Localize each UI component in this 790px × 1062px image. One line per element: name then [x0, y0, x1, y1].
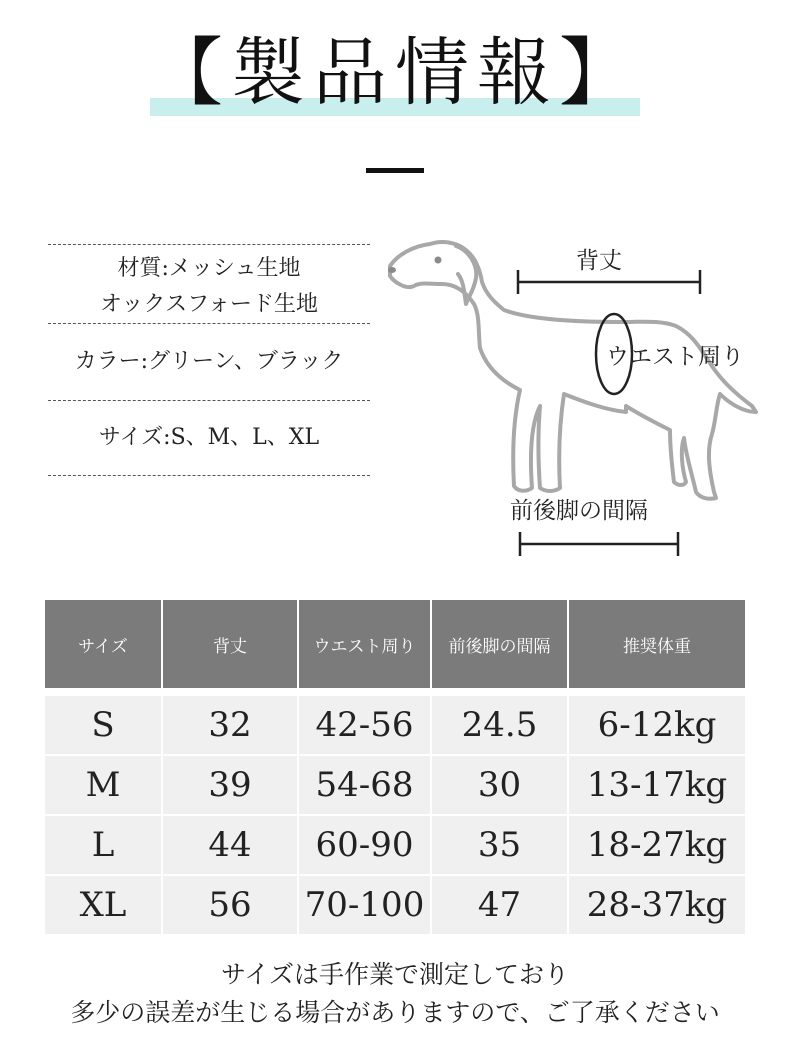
info-material-line2: オックスフォード生地	[99, 292, 319, 317]
cell-back-length: 44	[163, 816, 299, 874]
title-divider	[366, 168, 424, 173]
cell-back-length: 39	[163, 756, 299, 814]
size-table-body	[45, 696, 745, 934]
info-size: サイズ:S、M、L、XL	[98, 425, 320, 450]
cell-weight: 6-12kg	[569, 696, 745, 754]
header-waist: ウエスト周り	[299, 600, 432, 688]
cell-size: M	[45, 756, 163, 814]
info-divider	[48, 475, 370, 476]
cell-size: S	[45, 696, 163, 754]
cell-leg-gap: 30	[432, 756, 569, 814]
cell-waist: 42-56	[299, 696, 432, 754]
cell-waist: 54-68	[299, 756, 432, 814]
cell-leg-gap: 35	[432, 816, 569, 874]
cell-waist: 60-90	[299, 816, 432, 874]
header-weight: 推奨体重	[623, 636, 691, 657]
cell-weight: 18-27kg	[569, 816, 745, 874]
label-waist: ウエスト周り	[606, 344, 744, 370]
label-back-length: 背丈	[576, 248, 622, 274]
table-row	[45, 696, 745, 754]
title-section	[0, 0, 790, 130]
cell-size: L	[45, 816, 163, 874]
cell-back-length: 56	[163, 876, 299, 934]
page-title: 【製品情報】	[149, 30, 641, 116]
cell-size: XL	[45, 876, 163, 934]
cell-weight: 13-17kg	[569, 756, 745, 814]
measurement-note	[0, 956, 790, 1032]
table-row	[45, 816, 745, 874]
info-material	[48, 245, 370, 323]
size-table-header	[45, 600, 745, 688]
info-color: カラー:グリーン、ブラック	[74, 349, 344, 374]
header-leg-gap: 前後脚の間隔	[432, 600, 569, 688]
cell-leg-gap: 47	[432, 876, 569, 934]
label-leg-gap: 前後脚の間隔	[510, 498, 648, 524]
product-info-list	[48, 244, 370, 476]
cell-leg-gap: 24.5	[432, 696, 569, 754]
cell-weight: 28-37kg	[569, 876, 745, 934]
header-back-length: 背丈	[163, 600, 299, 688]
measurement-diagram	[380, 230, 780, 570]
note-line2: 多少の誤差が生じる場合がありますので、ご了承ください	[70, 998, 720, 1027]
info-material-line1: 材質:メッシュ生地	[117, 256, 301, 281]
cell-back-length: 32	[163, 696, 299, 754]
table-row	[45, 876, 745, 934]
table-row	[45, 756, 745, 814]
size-table	[45, 600, 745, 936]
cell-waist: 70-100	[299, 876, 432, 934]
note-line1: サイズは手作業で測定しており	[220, 960, 569, 989]
header-size: サイズ	[45, 600, 163, 688]
